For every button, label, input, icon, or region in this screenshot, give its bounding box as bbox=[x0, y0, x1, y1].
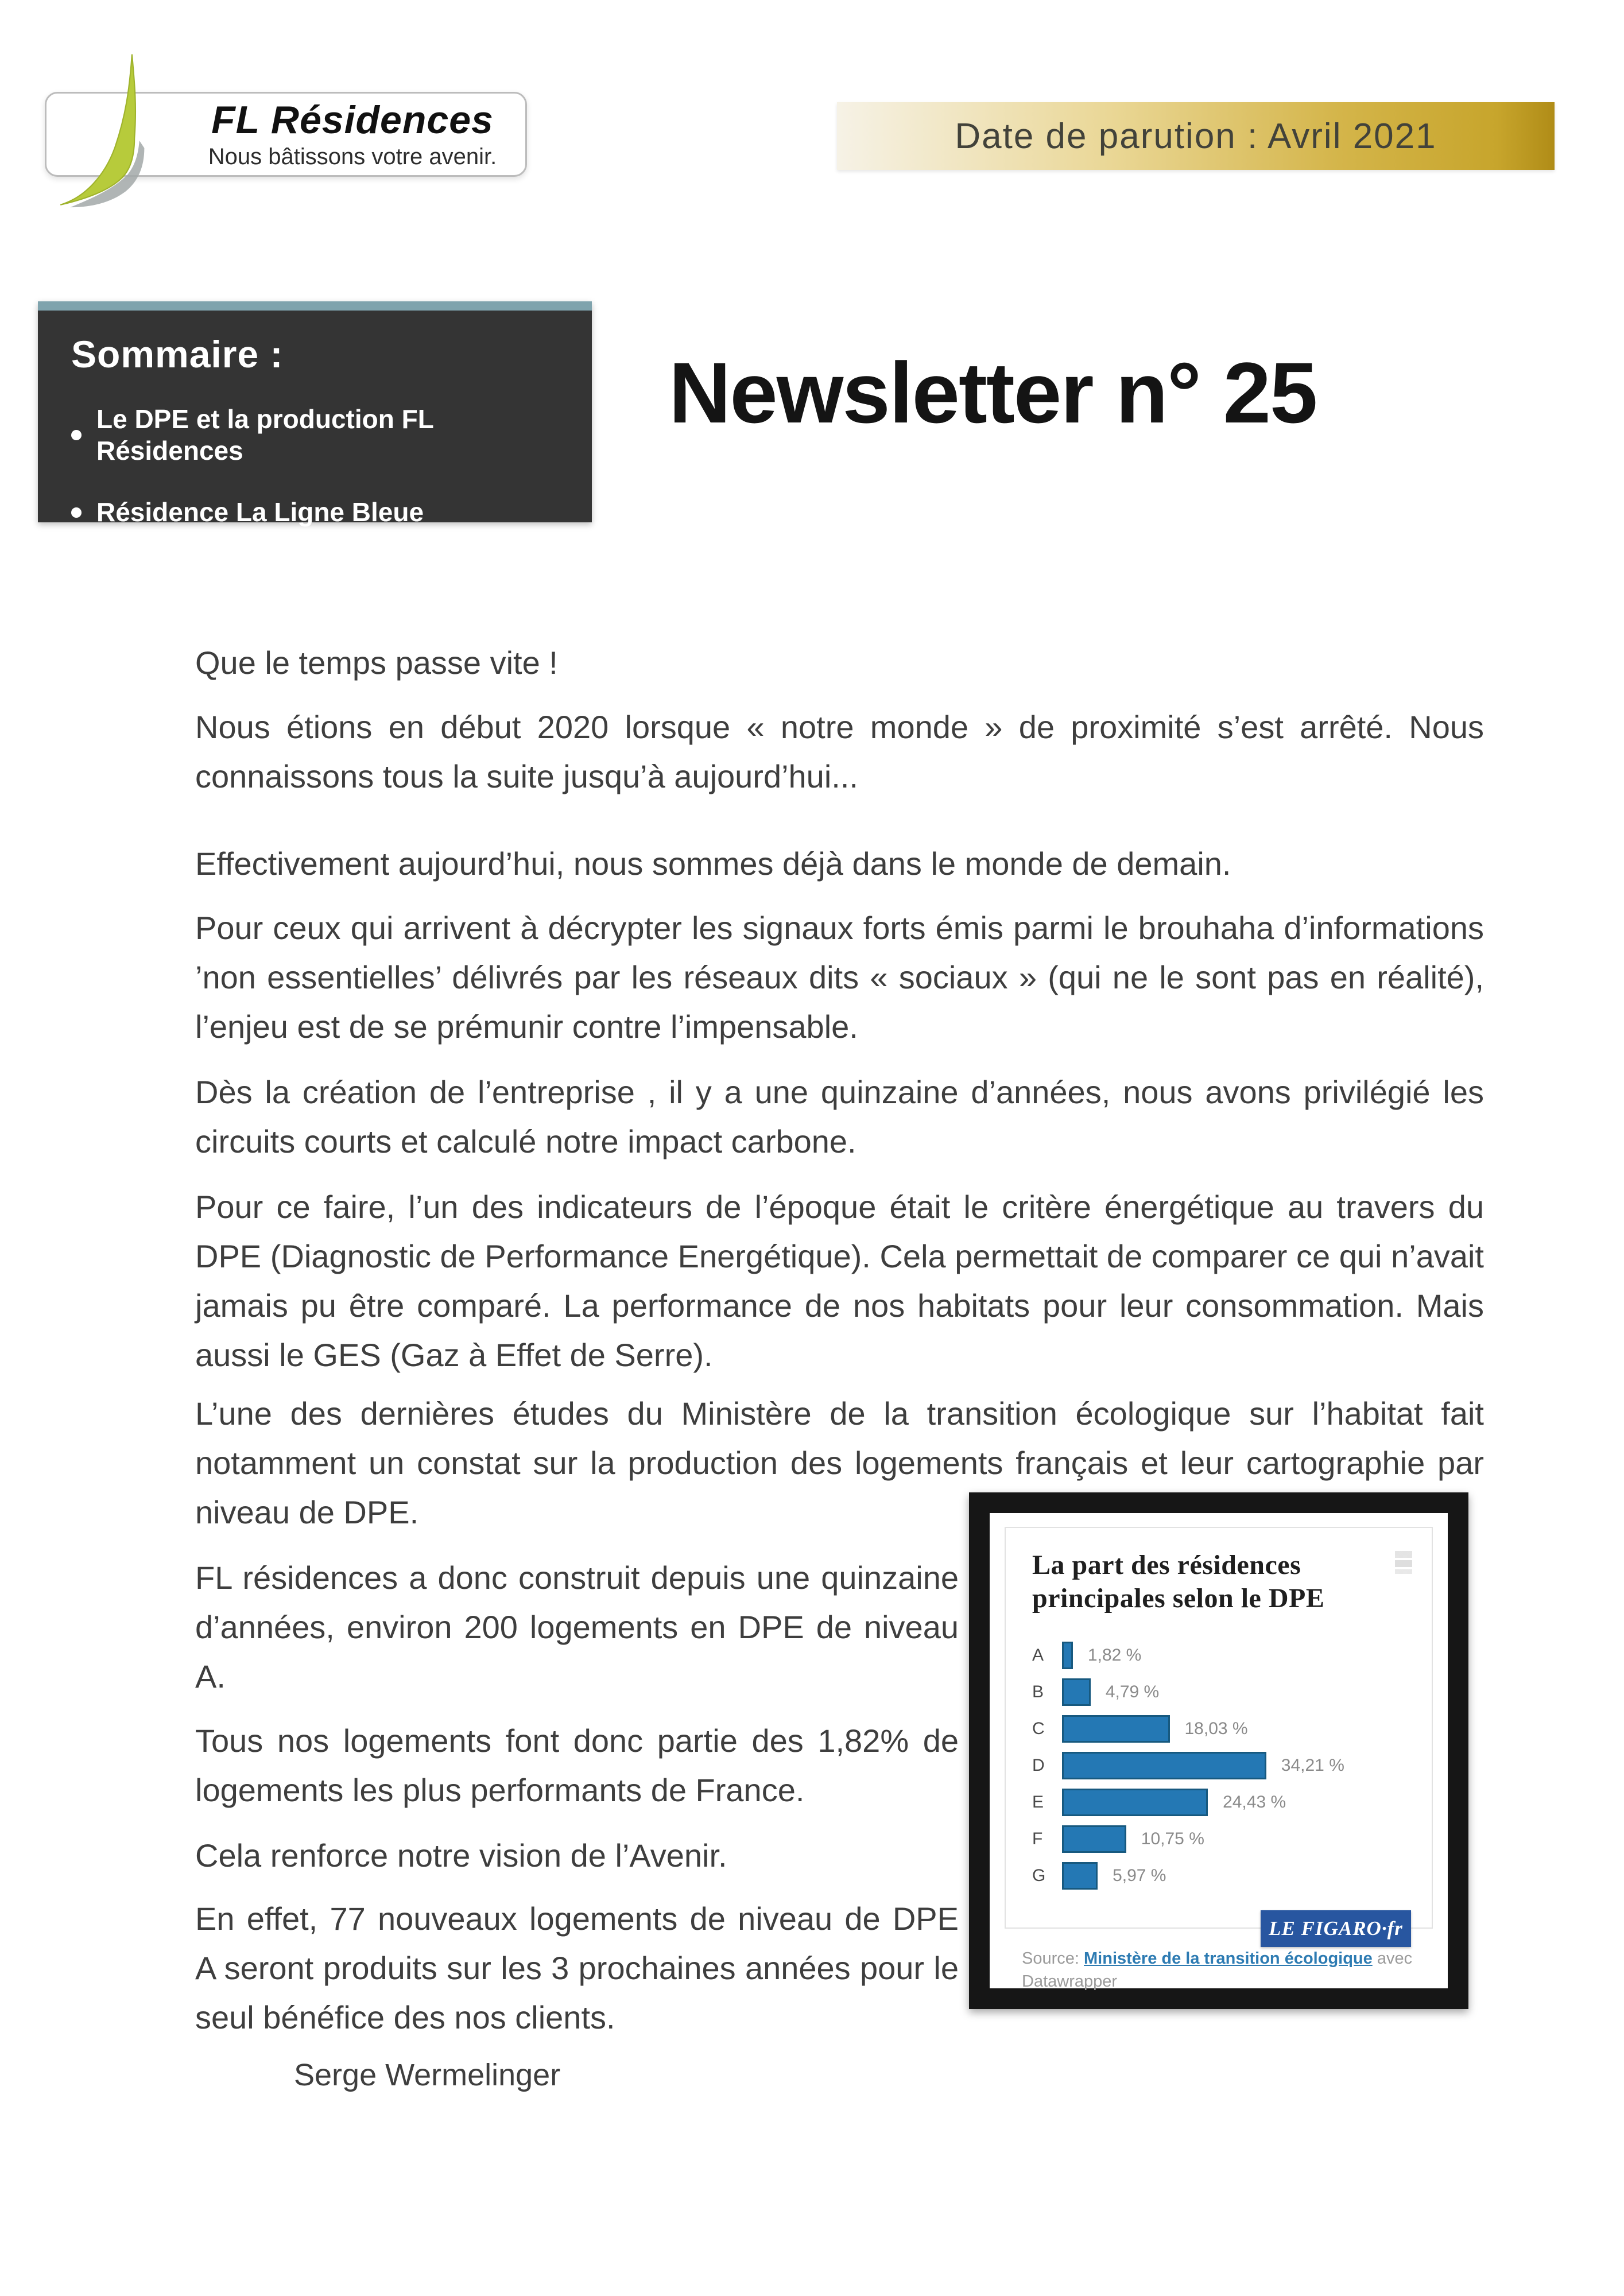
bullet-icon bbox=[71, 507, 82, 518]
bar-row-e bbox=[1032, 1784, 1414, 1821]
bar-row-b bbox=[1032, 1674, 1414, 1711]
sommaire-item-label: Le DPE et la production FL Résidences bbox=[96, 404, 433, 466]
dpe-chart-card bbox=[1005, 1527, 1433, 1929]
category-label: D bbox=[1032, 1756, 1045, 1775]
le-figaro-logo bbox=[1261, 1910, 1411, 1947]
paragraph: Nous étions en début 2020 lorsque « notre monde » de proximité s’est arrêté. Nous connaissons tous la suite jusqu’à aujourd’hui... bbox=[195, 709, 1484, 794]
paragraph: Pour ceux qui arrivent à décrypter les signaux forts émis parmi le brouhaha d’informations ’non essentielles’ délivrés par les réseaux dits « sociaux » (qui ne le sont pas en réalité), l’enjeu est de se prémunir contre l’impensable. bbox=[195, 910, 1484, 1045]
value-label: 24,43 % bbox=[1223, 1793, 1286, 1812]
eiffel-tower-logo-icon bbox=[51, 52, 174, 212]
source-link[interactable]: Ministère de la transition écologique bbox=[1084, 1949, 1373, 1968]
chart-title: La part des résidences principales selon le DPE bbox=[1032, 1550, 1325, 1614]
paragraph: Pour ce faire, l’un des indicateurs de l’époque était le critère énergétique au travers du DPE (Diagnostic de Performance Energétique). Cela permettait de comparer ce qui n’avait jamais pu être comparé. La performance de nos habitats pour leur consommation. Mais aussi le GES (Gaz à Effet de Serre). bbox=[195, 1189, 1484, 1373]
paragraph: L’une des dernières études du Ministère de la transition écologique sur l’habitat fait notamment un constat sur la production des logements français et leur cartographie par niveau de DPE. bbox=[195, 1395, 1484, 1530]
page-title: Newsletter n° 25 bbox=[669, 344, 1317, 441]
paragraph: En effet, 77 nouveaux logements de niveau de DPE A seront produits sur les 3 prochaines années pour le seul bénéfice des nos clients. bbox=[195, 1901, 959, 2035]
bar-row-f bbox=[1032, 1821, 1414, 1857]
paragraph: Effectivement aujourd’hui, nous sommes déjà dans le monde de demain. bbox=[195, 846, 1231, 882]
dpe-bar bbox=[1062, 1789, 1208, 1816]
company-name: FL Résidences bbox=[211, 98, 494, 142]
bullet-icon bbox=[71, 430, 82, 440]
dpe-bar bbox=[1062, 1678, 1091, 1706]
chart-menu-icon bbox=[1395, 1551, 1412, 1574]
sommaire-item-label: Résidence La Ligne Bleue bbox=[96, 497, 424, 528]
category-label: C bbox=[1032, 1719, 1045, 1738]
category-label: B bbox=[1032, 1682, 1044, 1701]
bar-row-d bbox=[1032, 1747, 1414, 1784]
value-label: 1,82 % bbox=[1087, 1646, 1142, 1665]
paragraph: Tous nos logements font donc partie des 1,82% de logements les plus performants de France. bbox=[195, 1723, 959, 1808]
source-prefix: Source: bbox=[1022, 1949, 1079, 1968]
dpe-bar bbox=[1062, 1752, 1266, 1779]
dpe-bar bbox=[1062, 1642, 1073, 1669]
value-label: 10,75 % bbox=[1141, 1829, 1204, 1848]
value-label: 18,03 % bbox=[1184, 1719, 1248, 1738]
dpe-bar bbox=[1062, 1825, 1126, 1853]
source-suffix: avec bbox=[1377, 1949, 1413, 1968]
value-label: 4,79 % bbox=[1105, 1682, 1160, 1701]
sommaire-item-ligne-bleue bbox=[38, 497, 592, 528]
company-tagline: Nous bâtissons votre avenir. bbox=[208, 144, 497, 170]
sommaire-title: Sommaire : bbox=[71, 333, 284, 375]
sommaire-box bbox=[38, 301, 592, 528]
category-label: E bbox=[1032, 1793, 1044, 1812]
dpe-bar bbox=[1062, 1862, 1098, 1890]
category-label: G bbox=[1032, 1866, 1046, 1885]
paragraph: FL résidences a donc construit depuis une quinzaine d’années, environ 200 logements en DPE de niveau A. bbox=[195, 1560, 959, 1694]
bar-row-c bbox=[1032, 1711, 1414, 1747]
publication-date-banner bbox=[837, 102, 1555, 170]
paragraph: Cela renforce notre vision de l’Avenir. bbox=[195, 1837, 727, 1874]
category-label: A bbox=[1032, 1646, 1044, 1665]
category-label: F bbox=[1032, 1829, 1043, 1848]
sommaire-item-dpe bbox=[38, 404, 592, 467]
dpe-bar bbox=[1062, 1715, 1170, 1743]
publication-date-text: Date de parution : Avril 2021 bbox=[955, 116, 1437, 156]
signature: Serge Wermelinger bbox=[294, 2058, 561, 2092]
paragraph: Que le temps passe vite ! bbox=[195, 645, 558, 681]
bar-row-a bbox=[1032, 1637, 1414, 1674]
le-figaro-logo-text: LE FIGARO·fr bbox=[1269, 1917, 1403, 1940]
dpe-chart-figure bbox=[969, 1492, 1468, 2009]
paragraph: Dès la création de l’entreprise , il y a une quinzaine d’années, nous avons privilégié les circuits courts et calculé notre impact carbone. bbox=[195, 1074, 1484, 1159]
source-line2: Datawrapper bbox=[1022, 1972, 1118, 1991]
chart-source bbox=[1022, 1947, 1425, 1993]
value-label: 5,97 % bbox=[1113, 1866, 1166, 1885]
bar-row-g bbox=[1032, 1857, 1414, 1894]
value-label: 34,21 % bbox=[1281, 1756, 1344, 1775]
bar-chart bbox=[1032, 1637, 1414, 1894]
sommaire-list bbox=[38, 404, 592, 529]
company-logo-text bbox=[190, 98, 515, 172]
